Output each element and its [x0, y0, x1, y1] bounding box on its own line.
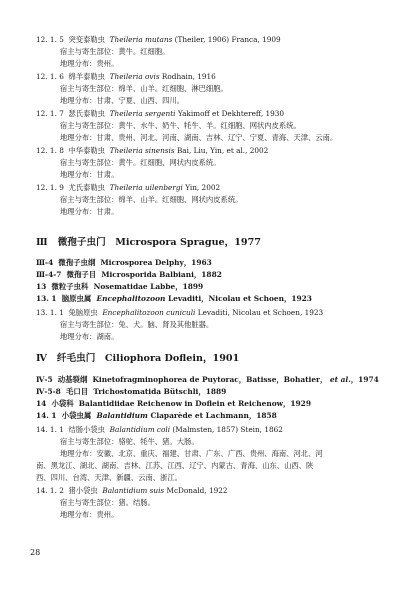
taxon-year: ，1974 [350, 375, 379, 384]
species-chinese-name: 结肠小袋虫 [68, 425, 105, 434]
taxon-row-class [36, 375, 379, 385]
taxon-row-order [36, 270, 222, 280]
taxon-name: Trichostomatida Bütschli，1889 [93, 387, 227, 396]
species-chinese-name: 突变泰勒虫 [68, 35, 105, 44]
species-chinese-name: 兔脑原虫 [68, 308, 98, 317]
taxon-latin-name: Balantidium [96, 411, 148, 420]
section-title: 微孢子虫门 Microspora Sprague，1977 [57, 237, 261, 248]
taxon-chinese-name: 小袋虫属 [61, 411, 92, 420]
section-roman-numeral: Ⅲ [36, 237, 48, 248]
section-heading-ciliophora [36, 352, 239, 365]
species-authority: Yin, 2002 [185, 183, 221, 192]
taxon-authority: Claparède et Lachmann，1858 [150, 411, 277, 420]
species-entry-13-1-1 [36, 308, 323, 318]
host-info: 宿主与寄生部位：骆驼、牦牛、猪。大肠。 [60, 437, 199, 446]
distribution-info: 地理分布：甘肃。 [60, 207, 119, 216]
species-authority: Rodhain, 1916 [161, 72, 216, 81]
species-number: 13. 1. 1 [36, 308, 64, 317]
taxon-code: Ⅲ-4-7 [36, 270, 62, 279]
species-latin-name: Theileria uilenbergi [109, 183, 183, 192]
taxon-latin-name: Encephalitozoon [96, 294, 166, 303]
host-info: 宿主与寄生部位：黄牛、水牛、奶牛、牦牛、羊。红细胞、网状内皮系统。 [60, 121, 301, 130]
taxon-row-family [36, 282, 203, 292]
distribution-info-line-2: 南、黑龙江、湖北、湖南、吉林、江苏、江西、辽宁、内蒙古、青海、山东、山西、陕 [36, 461, 314, 470]
species-number: 14. 1. 2 [36, 486, 64, 495]
species-latin-name: Balantidium coli [109, 425, 171, 434]
distribution-info: 地理分布：甘肃。 [60, 170, 119, 179]
taxon-chinese-name: 动基裂纲 [57, 375, 88, 384]
taxon-row-family [36, 399, 311, 409]
species-authority: (Malmsten, 1857) Stein, 1862 [172, 425, 283, 434]
species-number: 12. 1. 8 [36, 146, 64, 155]
species-number: 12. 1. 7 [36, 109, 64, 118]
species-authority: (Theiler, 1906) Franca, 1909 [174, 35, 281, 44]
species-latin-name: Theileria sergenti [109, 109, 176, 118]
host-info: 宿主与寄生部位：绵羊、山羊。红细胞、淋巴细胞。 [60, 84, 228, 93]
distribution-info: 地理分布：甘肃、宁夏、山西、四川。 [60, 96, 185, 105]
species-latin-name: Balantidium suis [102, 486, 165, 495]
species-entry-12-1-7 [36, 109, 284, 119]
page-number: 28 [30, 548, 41, 557]
species-chinese-name: 绵羊泰勒虫 [68, 72, 105, 81]
distribution-info: 地理分布：贵州。 [60, 510, 119, 519]
taxon-code: 14 [36, 399, 47, 408]
species-number: 14. 1. 1 [36, 425, 64, 434]
taxon-code: Ⅲ-4 [36, 258, 54, 267]
species-chinese-name: 中华泰勒虫 [68, 146, 105, 155]
species-latin-name: Theileria ovis [109, 72, 160, 81]
host-info: 宿主与寄生部位：黄牛。红细胞。 [60, 47, 170, 56]
taxon-chinese-name: 微孢子目 [66, 270, 97, 279]
taxon-et-al: et al. [329, 375, 351, 384]
taxon-name: Microsporida Balbiani，1882 [101, 270, 222, 279]
species-number: 12. 1. 6 [36, 72, 64, 81]
species-authority: Bai, Liu, Yin, et al., 2002 [176, 146, 269, 155]
taxon-name: Microsporea Delphy，1963 [100, 258, 212, 267]
taxon-row-order [36, 387, 226, 397]
species-latin-name: Theileria mutans [109, 35, 173, 44]
taxon-code: 13 [36, 282, 47, 291]
taxon-row-genus [36, 294, 312, 304]
species-latin-name: Encephalitozoon cuniculi [102, 308, 196, 317]
species-entry-14-1-2 [36, 486, 228, 496]
taxon-chinese-name: 微粒子虫科 [51, 282, 89, 291]
species-chinese-name: 瑟氏泰勒虫 [68, 109, 105, 118]
section-title: 纤毛虫门 Ciliophora Doflein，1901 [56, 353, 240, 364]
distribution-info: 地理分布：湖南。 [60, 332, 119, 341]
species-entry-12-1-9 [36, 183, 220, 193]
taxon-chinese-name: 小袋科 [51, 399, 74, 408]
section-heading-microspora [36, 236, 261, 249]
distribution-info: 地理分布：甘肃、贵州、河北、河南、湖南、吉林、辽宁、宁夏、青海、天津、云南。 [60, 133, 338, 142]
taxon-row-genus [36, 411, 277, 421]
taxon-code: 13. 1 [36, 294, 57, 303]
species-number: 12. 1. 9 [36, 183, 64, 192]
taxon-name: Nosematidae Labbe，1899 [93, 282, 204, 291]
species-entry-14-1-1 [36, 425, 283, 435]
host-info: 宿主与寄生部位：猪。结肠。 [60, 498, 155, 507]
taxon-chinese-name: 脑原虫属 [61, 294, 92, 303]
species-authority: McDonald, 1922 [166, 486, 228, 495]
distribution-info: 地理分布：贵州。 [60, 59, 119, 68]
taxon-name: Balantidiidae Reichenow in Doflein et Reichenow，1929 [78, 399, 311, 408]
species-authority: Yakimoff et Dekhtereff, 1930 [177, 109, 285, 118]
host-info: 宿主与寄生部位：绵羊、山羊。红细胞、网状内皮系统。 [60, 195, 243, 204]
species-chinese-name: 猪小袋虫 [68, 486, 98, 495]
taxon-chinese-name: 微孢子虫纲 [58, 258, 96, 267]
species-entry-12-1-6 [36, 72, 216, 82]
species-entry-12-1-5 [36, 35, 281, 45]
species-entry-12-1-8 [36, 146, 268, 156]
host-info: 宿主与寄生部位：黄牛。红细胞、网状内皮系统。 [60, 158, 221, 167]
taxon-authority: Levaditi，Nicolau et Schoen，1923 [167, 294, 312, 303]
distribution-info-line-1: 地理分布：安徽、北京、重庆、福建、甘肃、广东、广西、贵州、海南、河北、河 [60, 449, 323, 458]
taxon-name: Kinetofragminophorea de Puytorac，Batisse，Bohatier， [92, 375, 328, 384]
taxon-code: Ⅳ-5 [36, 375, 53, 384]
species-chinese-name: 尤氏泰勒虫 [68, 183, 105, 192]
taxon-code: 14. 1 [36, 411, 57, 420]
species-latin-name: Theileria sinensis [109, 146, 175, 155]
host-info: 宿主与寄生部位：兔、犬。脑、肾及其他脏器。 [60, 320, 214, 329]
species-authority: Levaditi, Nicolau et Schoen, 1923 [197, 308, 324, 317]
distribution-info-line-3: 西、四川、台湾、天津、新疆、云南、浙江。 [36, 473, 182, 482]
taxon-row-class [36, 258, 212, 268]
taxon-chinese-name: 毛口目 [65, 387, 89, 396]
taxon-code: Ⅳ-5-8 [36, 387, 61, 396]
section-roman-numeral: Ⅳ [36, 353, 47, 364]
species-number: 12. 1. 5 [36, 35, 64, 44]
